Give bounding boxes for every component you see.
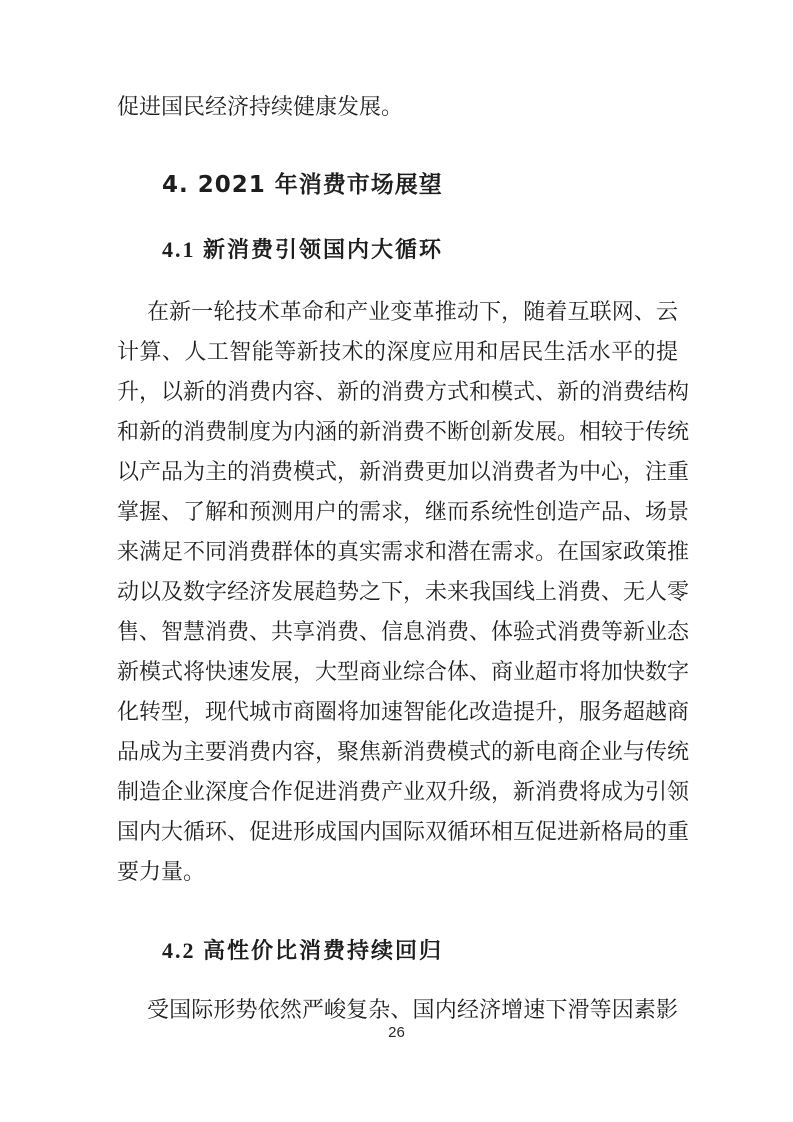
paragraph-line: 要力量。 bbox=[117, 859, 206, 884]
paragraph-continuation-line: 促进国民经济持续健康发展。 bbox=[117, 94, 404, 119]
paragraph-line: 升，以新的消费内容、新的消费方式和模式、新的消费结构 bbox=[117, 379, 690, 404]
paragraph-line: 动以及数字经济发展趋势之下，未来我国线上消费、无人零 bbox=[117, 579, 690, 604]
paragraph-line: 制造企业深度合作促进消费产业双升级，新消费将成为引领 bbox=[117, 779, 690, 804]
paragraph-line: 计算、人工智能等新技术的深度应用和居民生活水平的提 bbox=[117, 339, 678, 364]
paragraph-line: 以产品为主的消费模式，新消费更加以消费者为中心，注重 bbox=[117, 459, 690, 484]
paragraph-line: 来满足不同消费群体的真实需求和潜在需求。在国家政策推 bbox=[117, 539, 690, 564]
page-number: 26 bbox=[388, 1024, 405, 1041]
subsection-heading-4-2: 4.2 高性价比消费持续回归 bbox=[162, 938, 444, 963]
paragraph-line: 品成为主要消费内容，聚焦新消费模式的新电商企业与传统 bbox=[117, 739, 690, 764]
paragraph-line: 售、智慧消费、共享消费、信息消费、体验式消费等新业态 bbox=[117, 619, 690, 644]
subsection-heading-4-1: 4.1 新消费引领国内大循环 bbox=[162, 237, 444, 262]
paragraph-line: 化转型，现代城市商圈将加速智能化改造提升，服务超越商 bbox=[117, 699, 690, 724]
paragraph-line: 受国际形势依然严峻复杂、国内经济增速下滑等因素影 bbox=[147, 997, 678, 1022]
paragraph-line: 和新的消费制度为内涵的新消费不断创新发展。相较于传统 bbox=[117, 419, 690, 444]
chapter-heading: 4. 2021 年消费市场展望 bbox=[162, 172, 443, 198]
paragraph-line: 掌握、了解和预测用户的需求，继而系统性创造产品、场景 bbox=[117, 499, 690, 524]
paragraph-line: 新模式将快速发展，大型商业综合体、商业超市将加快数字 bbox=[117, 659, 690, 684]
paragraph-line: 在新一轮技术革命和产业变革推动下，随着互联网、云 bbox=[147, 299, 678, 324]
paragraph-line: 国内大循环、促进形成国内国际双循环相互促进新格局的重 bbox=[117, 819, 690, 844]
paragraph-new-consumption bbox=[117, 292, 690, 892]
